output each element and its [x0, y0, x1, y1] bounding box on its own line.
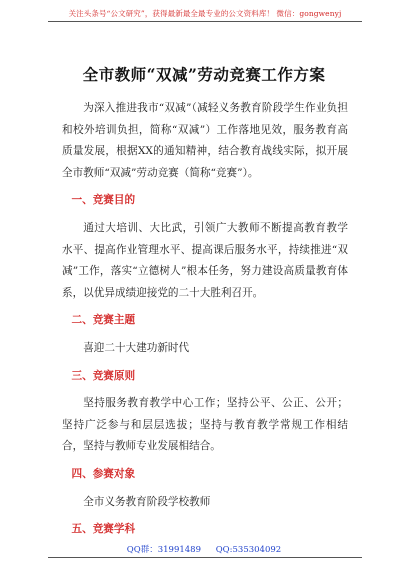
intro-paragraph: 为深入推进我市“双减”（减轻义务教育阶段学生作业负担和校外培训负担，简称“双减”）工作落地见效，服务教育高质量发展，根据XX的通知精神，结合教育战线实际，拟开展全市教师“双减”劳动竞赛（简称“竞赛”）。: [62, 102, 348, 179]
section-heading-theme: 二、竞赛主题: [71, 314, 136, 327]
section-heading-principles: 三、竞赛原则: [71, 369, 136, 382]
footer-divider: [48, 557, 362, 558]
header-banner: 关注头条号“公文研究”，获得最新最全最专业的公文资料库！ 微信：gongwenyj: [68, 9, 342, 18]
header-divider: [48, 21, 362, 22]
section-body-principles: 坚持服务教育教学中心工作；坚持公平、公正、公开；坚持广泛参与和层层选拔；坚持与教育教学常规工作相结合，坚持与教师专业发展相结合。: [62, 397, 348, 453]
document-body: [62, 98, 348, 547]
section-heading-participants: 四、参赛对象: [71, 467, 136, 480]
section-body-participants: 全市义务教育阶段学校教师: [83, 495, 211, 508]
section-body-theme: 喜迎二十大建功新时代: [83, 341, 190, 354]
section-heading-subjects: 五、竞赛学科: [71, 523, 136, 536]
footer-contact: [0, 543, 408, 555]
section-body-purpose: 通过大培训、大比武，引领广大教师不断提高教育教学水平、提高作业管理水平、提高课后服务水平，持续推进“双减”工作，落实“立德树人”根本任务，努力建设高质量教育体系，以优异成绩迎接党的二十大胜利召开。: [62, 221, 348, 299]
document-title: 全市教师“双减”劳动竞赛工作方案: [82, 65, 326, 84]
footer-qq: QQ:535304092: [215, 545, 282, 555]
footer-qq-group: QQ群：31991489: [126, 545, 201, 555]
section-heading-purpose: 一、竞赛目的: [71, 194, 136, 207]
